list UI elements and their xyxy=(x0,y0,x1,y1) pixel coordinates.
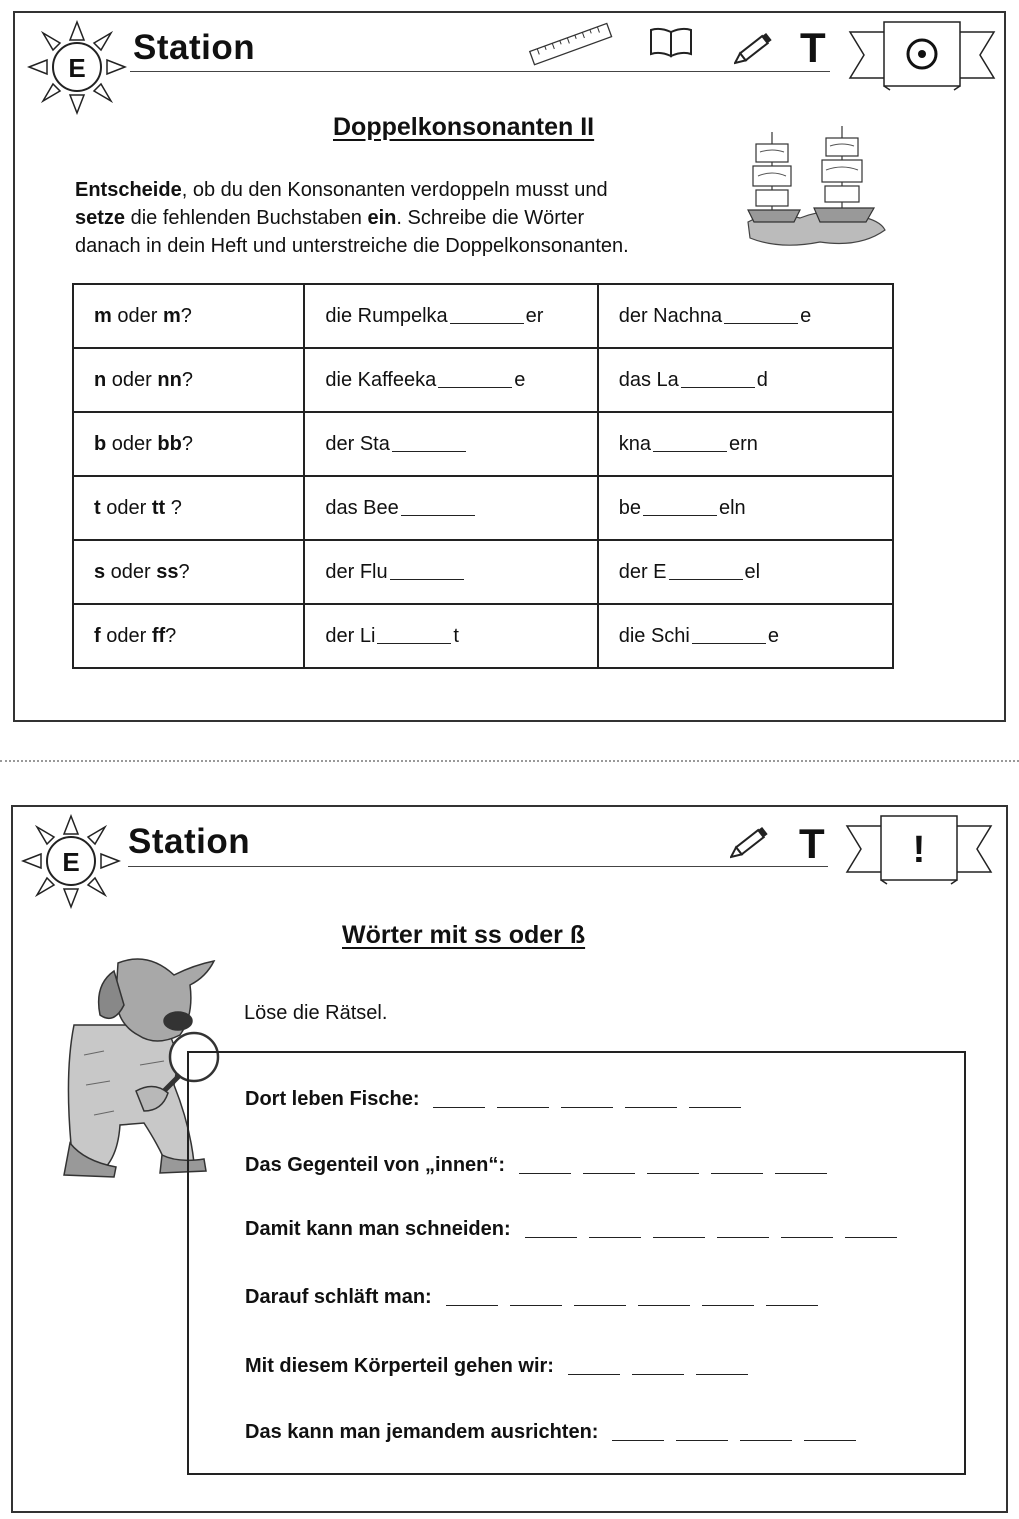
letter-blank[interactable] xyxy=(689,1107,741,1108)
word-prefix: der Flu xyxy=(325,560,388,583)
target-icon xyxy=(908,40,936,68)
instr-part-4: danach in dein Heft und unterstreiche die Doppelkonsonanten. xyxy=(75,235,629,257)
fill-in-blank[interactable] xyxy=(390,579,464,580)
word-suffix: el xyxy=(744,560,761,583)
book-icon xyxy=(648,26,694,60)
letter-blank[interactable] xyxy=(510,1305,562,1306)
ruler-icon xyxy=(526,22,616,68)
fill-in-blank[interactable] xyxy=(681,387,755,388)
word-prefix: be xyxy=(618,496,641,519)
consonant-choice-cell xyxy=(73,476,304,540)
riddle-text: Das kann man jemandem ausrichten: xyxy=(245,1421,599,1443)
pencil-icon xyxy=(734,30,776,66)
letter-blank[interactable] xyxy=(519,1173,571,1174)
letter-blank[interactable] xyxy=(583,1173,635,1174)
pencil-icon xyxy=(730,824,772,860)
word-cell xyxy=(598,348,893,412)
riddle-question xyxy=(245,1218,909,1244)
letter-blank[interactable] xyxy=(804,1440,856,1441)
instr-part-3: . Schreibe die Wörter xyxy=(396,207,585,229)
table-row xyxy=(73,476,893,540)
consonant-double: m xyxy=(162,304,181,327)
instr-word-setze: setze xyxy=(75,207,126,229)
word-cell xyxy=(598,540,893,604)
consonant-double: bb xyxy=(157,432,182,455)
consonant-oder: oder xyxy=(100,624,152,647)
riddle-text: Damit kann man schneiden: xyxy=(245,1218,511,1240)
word-suffix: er xyxy=(525,304,544,327)
cut-line xyxy=(0,760,1019,762)
word-cell xyxy=(598,604,893,668)
letter-blank[interactable] xyxy=(781,1237,833,1238)
word-prefix: das Bee xyxy=(325,496,399,519)
letter-blank[interactable] xyxy=(433,1107,485,1108)
text-symbol-icon: T xyxy=(799,820,825,867)
letter-blank[interactable] xyxy=(845,1237,897,1238)
title-underline xyxy=(128,866,828,867)
fill-in-blank[interactable] xyxy=(643,515,717,516)
consonant-choice-cell xyxy=(73,540,304,604)
badge-letter: E xyxy=(68,53,86,83)
letter-blank[interactable] xyxy=(574,1305,626,1306)
word-cell xyxy=(304,540,597,604)
consonant-single: f xyxy=(94,624,101,647)
consonant-single: m xyxy=(94,304,112,327)
word-cell xyxy=(598,476,893,540)
letter-blank[interactable] xyxy=(561,1107,613,1108)
letter-blank[interactable] xyxy=(676,1440,728,1441)
word-suffix: d xyxy=(756,368,768,391)
word-suffix: e xyxy=(800,304,812,327)
word-prefix: die Kaffeeka xyxy=(325,368,437,391)
riddle-text: Dort leben Fische: xyxy=(245,1088,420,1110)
word-prefix: kna xyxy=(618,432,651,455)
word-prefix: der E xyxy=(618,560,667,583)
letter-blank[interactable] xyxy=(632,1374,684,1375)
consonant-question: ? xyxy=(181,432,193,455)
answer-blanks xyxy=(433,1091,753,1114)
riddle-question xyxy=(245,1154,839,1180)
compass-sun-icon xyxy=(27,20,127,115)
instr-part-1: , ob du den Konsonanten verdoppeln musst und xyxy=(181,179,608,201)
word-suffix: e xyxy=(767,624,779,647)
answer-blanks xyxy=(525,1221,909,1244)
consonant-oder: oder xyxy=(106,368,158,391)
consonant-double: tt xyxy=(151,496,166,519)
answer-blanks xyxy=(446,1289,830,1312)
fill-in-blank[interactable] xyxy=(392,451,466,452)
instruction-text xyxy=(75,176,735,260)
fill-in-blank[interactable] xyxy=(438,387,512,388)
word-prefix: der Li xyxy=(325,624,376,647)
letter-blank[interactable] xyxy=(740,1440,792,1441)
riddle-question xyxy=(245,1421,868,1447)
letter-blank[interactable] xyxy=(568,1374,620,1375)
table-row xyxy=(73,412,893,476)
compass-sun-icon xyxy=(21,814,121,909)
text-symbol-icon: T xyxy=(800,24,826,71)
letter-blank[interactable] xyxy=(775,1173,827,1174)
word-prefix: die Schi xyxy=(618,624,690,647)
word-prefix: der Sta xyxy=(325,432,390,455)
consonant-oder: oder xyxy=(100,496,152,519)
consonant-oder: oder xyxy=(106,432,158,455)
consonant-question: ? xyxy=(181,368,193,391)
consonant-oder: oder xyxy=(105,560,157,583)
consonant-choice-cell xyxy=(73,604,304,668)
letter-blank[interactable] xyxy=(702,1305,754,1306)
fill-in-blank[interactable] xyxy=(653,451,727,452)
answer-blanks xyxy=(612,1424,868,1447)
consonant-choice-cell xyxy=(73,348,304,412)
consonant-question: ? xyxy=(178,560,190,583)
letter-blank[interactable] xyxy=(525,1237,577,1238)
mode-label: ! xyxy=(912,829,926,871)
ribbon-banner xyxy=(848,18,996,92)
letter-blank[interactable] xyxy=(638,1305,690,1306)
riddle-question xyxy=(245,1286,830,1312)
fill-in-blank[interactable] xyxy=(401,515,475,516)
letter-blank[interactable] xyxy=(653,1237,705,1238)
word-prefix: der Nachna xyxy=(618,304,723,327)
worksheet-heading: Wörter mit ss oder ß xyxy=(342,921,586,949)
letter-blank[interactable] xyxy=(696,1374,748,1375)
consonant-double: ss xyxy=(156,560,179,583)
riddle-box xyxy=(187,1051,966,1475)
consonant-choice-cell xyxy=(73,412,304,476)
title-underline xyxy=(130,71,830,72)
station-title: Station xyxy=(128,822,251,861)
letter-blank[interactable] xyxy=(625,1107,677,1108)
letter-blank[interactable] xyxy=(497,1107,549,1108)
riddle-question xyxy=(245,1088,753,1114)
word-cell xyxy=(304,412,597,476)
word-cell xyxy=(304,476,597,540)
letter-blank[interactable] xyxy=(589,1237,641,1238)
letter-blank[interactable] xyxy=(647,1173,699,1174)
instr-word-entscheide: Entscheide xyxy=(75,179,182,201)
consonant-choice-cell xyxy=(73,284,304,348)
consonant-table xyxy=(72,283,894,669)
consonant-double: nn xyxy=(157,368,182,391)
riddle-question xyxy=(245,1355,760,1381)
fill-in-blank[interactable] xyxy=(724,323,798,324)
word-cell xyxy=(304,284,597,348)
table-row xyxy=(73,604,893,668)
word-cell xyxy=(598,284,893,348)
instr-part-2: die fehlenden Buchstaben xyxy=(125,207,368,229)
riddle-text: Mit diesem Körperteil gehen wir: xyxy=(245,1355,554,1377)
word-suffix: e xyxy=(514,368,526,391)
station-title: Station xyxy=(133,28,256,67)
consonant-question: ? xyxy=(180,304,192,327)
consonant-single: s xyxy=(94,560,106,583)
word-cell xyxy=(304,604,597,668)
consonant-single: n xyxy=(94,368,107,391)
fill-in-blank[interactable] xyxy=(450,323,524,324)
badge-letter: E xyxy=(62,847,80,877)
worksheet-heading: Doppelkonsonanten II xyxy=(333,113,595,141)
word-suffix: t xyxy=(453,624,459,647)
letter-blank[interactable] xyxy=(717,1237,769,1238)
letter-blank[interactable] xyxy=(612,1440,664,1441)
word-suffix: ern xyxy=(728,432,758,455)
consonant-single: t xyxy=(94,496,101,519)
word-prefix: die Rumpelka xyxy=(325,304,448,327)
fill-in-blank[interactable] xyxy=(377,643,451,644)
table-row xyxy=(73,540,893,604)
ribbon-banner xyxy=(845,812,993,886)
letter-blank[interactable] xyxy=(766,1305,818,1306)
letter-blank[interactable] xyxy=(446,1305,498,1306)
sailing-ships-illustration xyxy=(740,122,890,250)
instruction-text: Löse die Rätsel. xyxy=(244,1002,388,1024)
letter-blank[interactable] xyxy=(711,1173,763,1174)
riddle-text: Darauf schläft man: xyxy=(245,1286,432,1308)
consonant-single: b xyxy=(94,432,107,455)
instr-word-ein: ein xyxy=(367,207,397,229)
consonant-oder: oder xyxy=(111,304,163,327)
answer-blanks xyxy=(568,1358,760,1381)
consonant-question: ? xyxy=(165,624,177,647)
word-cell xyxy=(598,412,893,476)
table-row xyxy=(73,284,893,348)
fill-in-blank[interactable] xyxy=(692,643,766,644)
fill-in-blank[interactable] xyxy=(669,579,743,580)
word-cell xyxy=(304,348,597,412)
word-prefix: das La xyxy=(618,368,679,391)
riddle-text: Das Gegenteil von „innen“: xyxy=(245,1154,506,1176)
consonant-double: ff xyxy=(151,624,166,647)
word-suffix: eln xyxy=(718,496,746,519)
table-row xyxy=(73,348,893,412)
consonant-question: ? xyxy=(165,496,182,519)
answer-blanks xyxy=(519,1157,839,1180)
